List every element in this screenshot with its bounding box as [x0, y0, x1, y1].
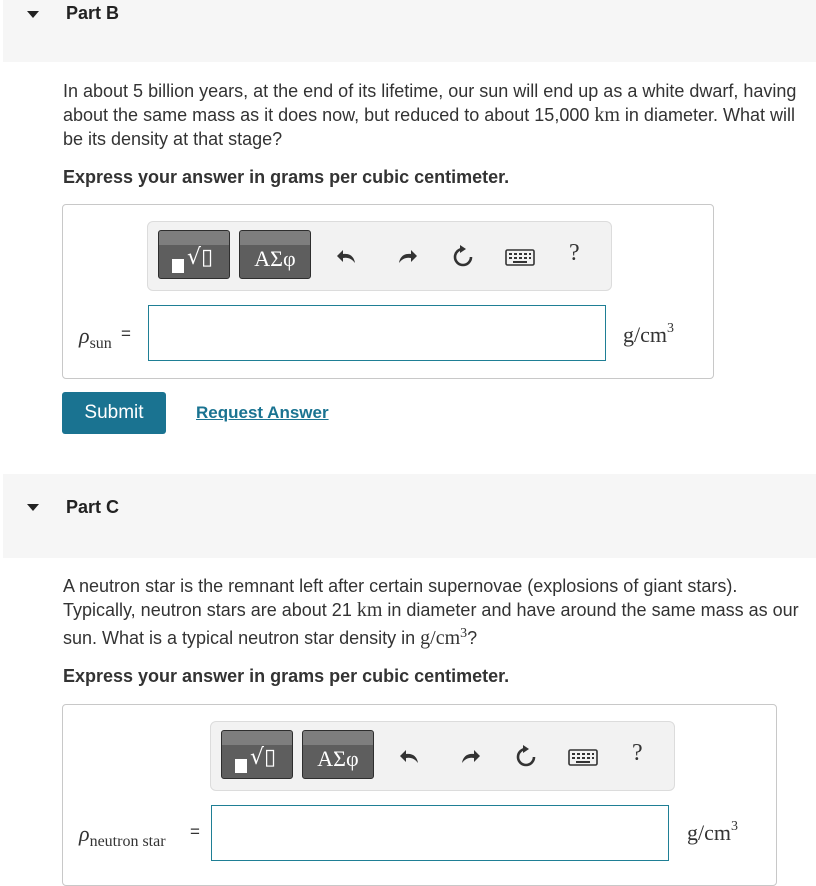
greek-symbols-button[interactable]: ΑΣφ: [239, 230, 311, 279]
part-b-instruction: Express your answer in grams per cubic centimeter.: [63, 167, 510, 187]
undo-icon[interactable]: [335, 244, 361, 270]
math-toolbar: [210, 721, 675, 791]
caret-down-icon[interactable]: [27, 504, 39, 511]
math-toolbar: [147, 221, 612, 291]
templates-icon: [235, 759, 247, 773]
reset-icon[interactable]: [513, 744, 539, 770]
keyboard-icon[interactable]: [505, 244, 535, 270]
submit-button[interactable]: Submit: [62, 392, 166, 434]
keyboard-icon[interactable]: [568, 744, 598, 770]
rho-sun-label: $\rho_{sun}$: [79, 323, 112, 352]
rho-neutron-star-label: $\rho_{neutron star}$: [79, 821, 166, 850]
part-c-prompt: A neutron star is the remnant left after certain supernovae (explosions of giant stars). Typically, neutron stars are about 21 km in diameter and have around the same mass as our sun. What is a typical neutron star density in $g/cm^3$?: [63, 576, 799, 649]
reset-icon[interactable]: [450, 244, 476, 270]
part-c-title: Part C: [66, 497, 120, 517]
part-b-prompt: In about 5 billion years, at the end of its lifetime, our sun will end up as a white dwarf, having about the same mass as it does now, but reduced to about 15,000 km in diameter. What will be its density at that stage?: [63, 81, 797, 149]
answer-input[interactable]: [148, 305, 606, 361]
part-c-instruction: Express your answer in grams per cubic centimeter.: [63, 666, 510, 686]
part-c-header[interactable]: [3, 474, 816, 558]
part-b-title: Part B: [66, 3, 120, 23]
caret-down-icon[interactable]: [27, 11, 39, 18]
equals-sign: =: [190, 822, 200, 841]
part-b-answer-box: [62, 204, 714, 379]
templates-icon: [172, 259, 184, 273]
help-icon[interactable]: ?: [569, 240, 580, 266]
undo-icon[interactable]: [398, 744, 424, 770]
request-answer-link[interactable]: Request Answer: [196, 403, 329, 422]
units-label: $g/cm^3$: [687, 819, 738, 845]
part-b-header[interactable]: [3, 0, 816, 62]
greek-symbols-button[interactable]: ΑΣφ: [302, 730, 374, 779]
answer-input[interactable]: [211, 805, 669, 861]
templates-button[interactable]: √▯: [158, 230, 230, 279]
equals-sign: =: [121, 324, 131, 343]
help-icon[interactable]: ?: [632, 740, 643, 766]
units-label: $g/cm^3$: [623, 321, 674, 347]
part-c-answer-box: [62, 704, 777, 886]
redo-icon[interactable]: [393, 244, 419, 270]
templates-button[interactable]: √▯: [221, 730, 293, 779]
redo-icon[interactable]: [456, 744, 482, 770]
